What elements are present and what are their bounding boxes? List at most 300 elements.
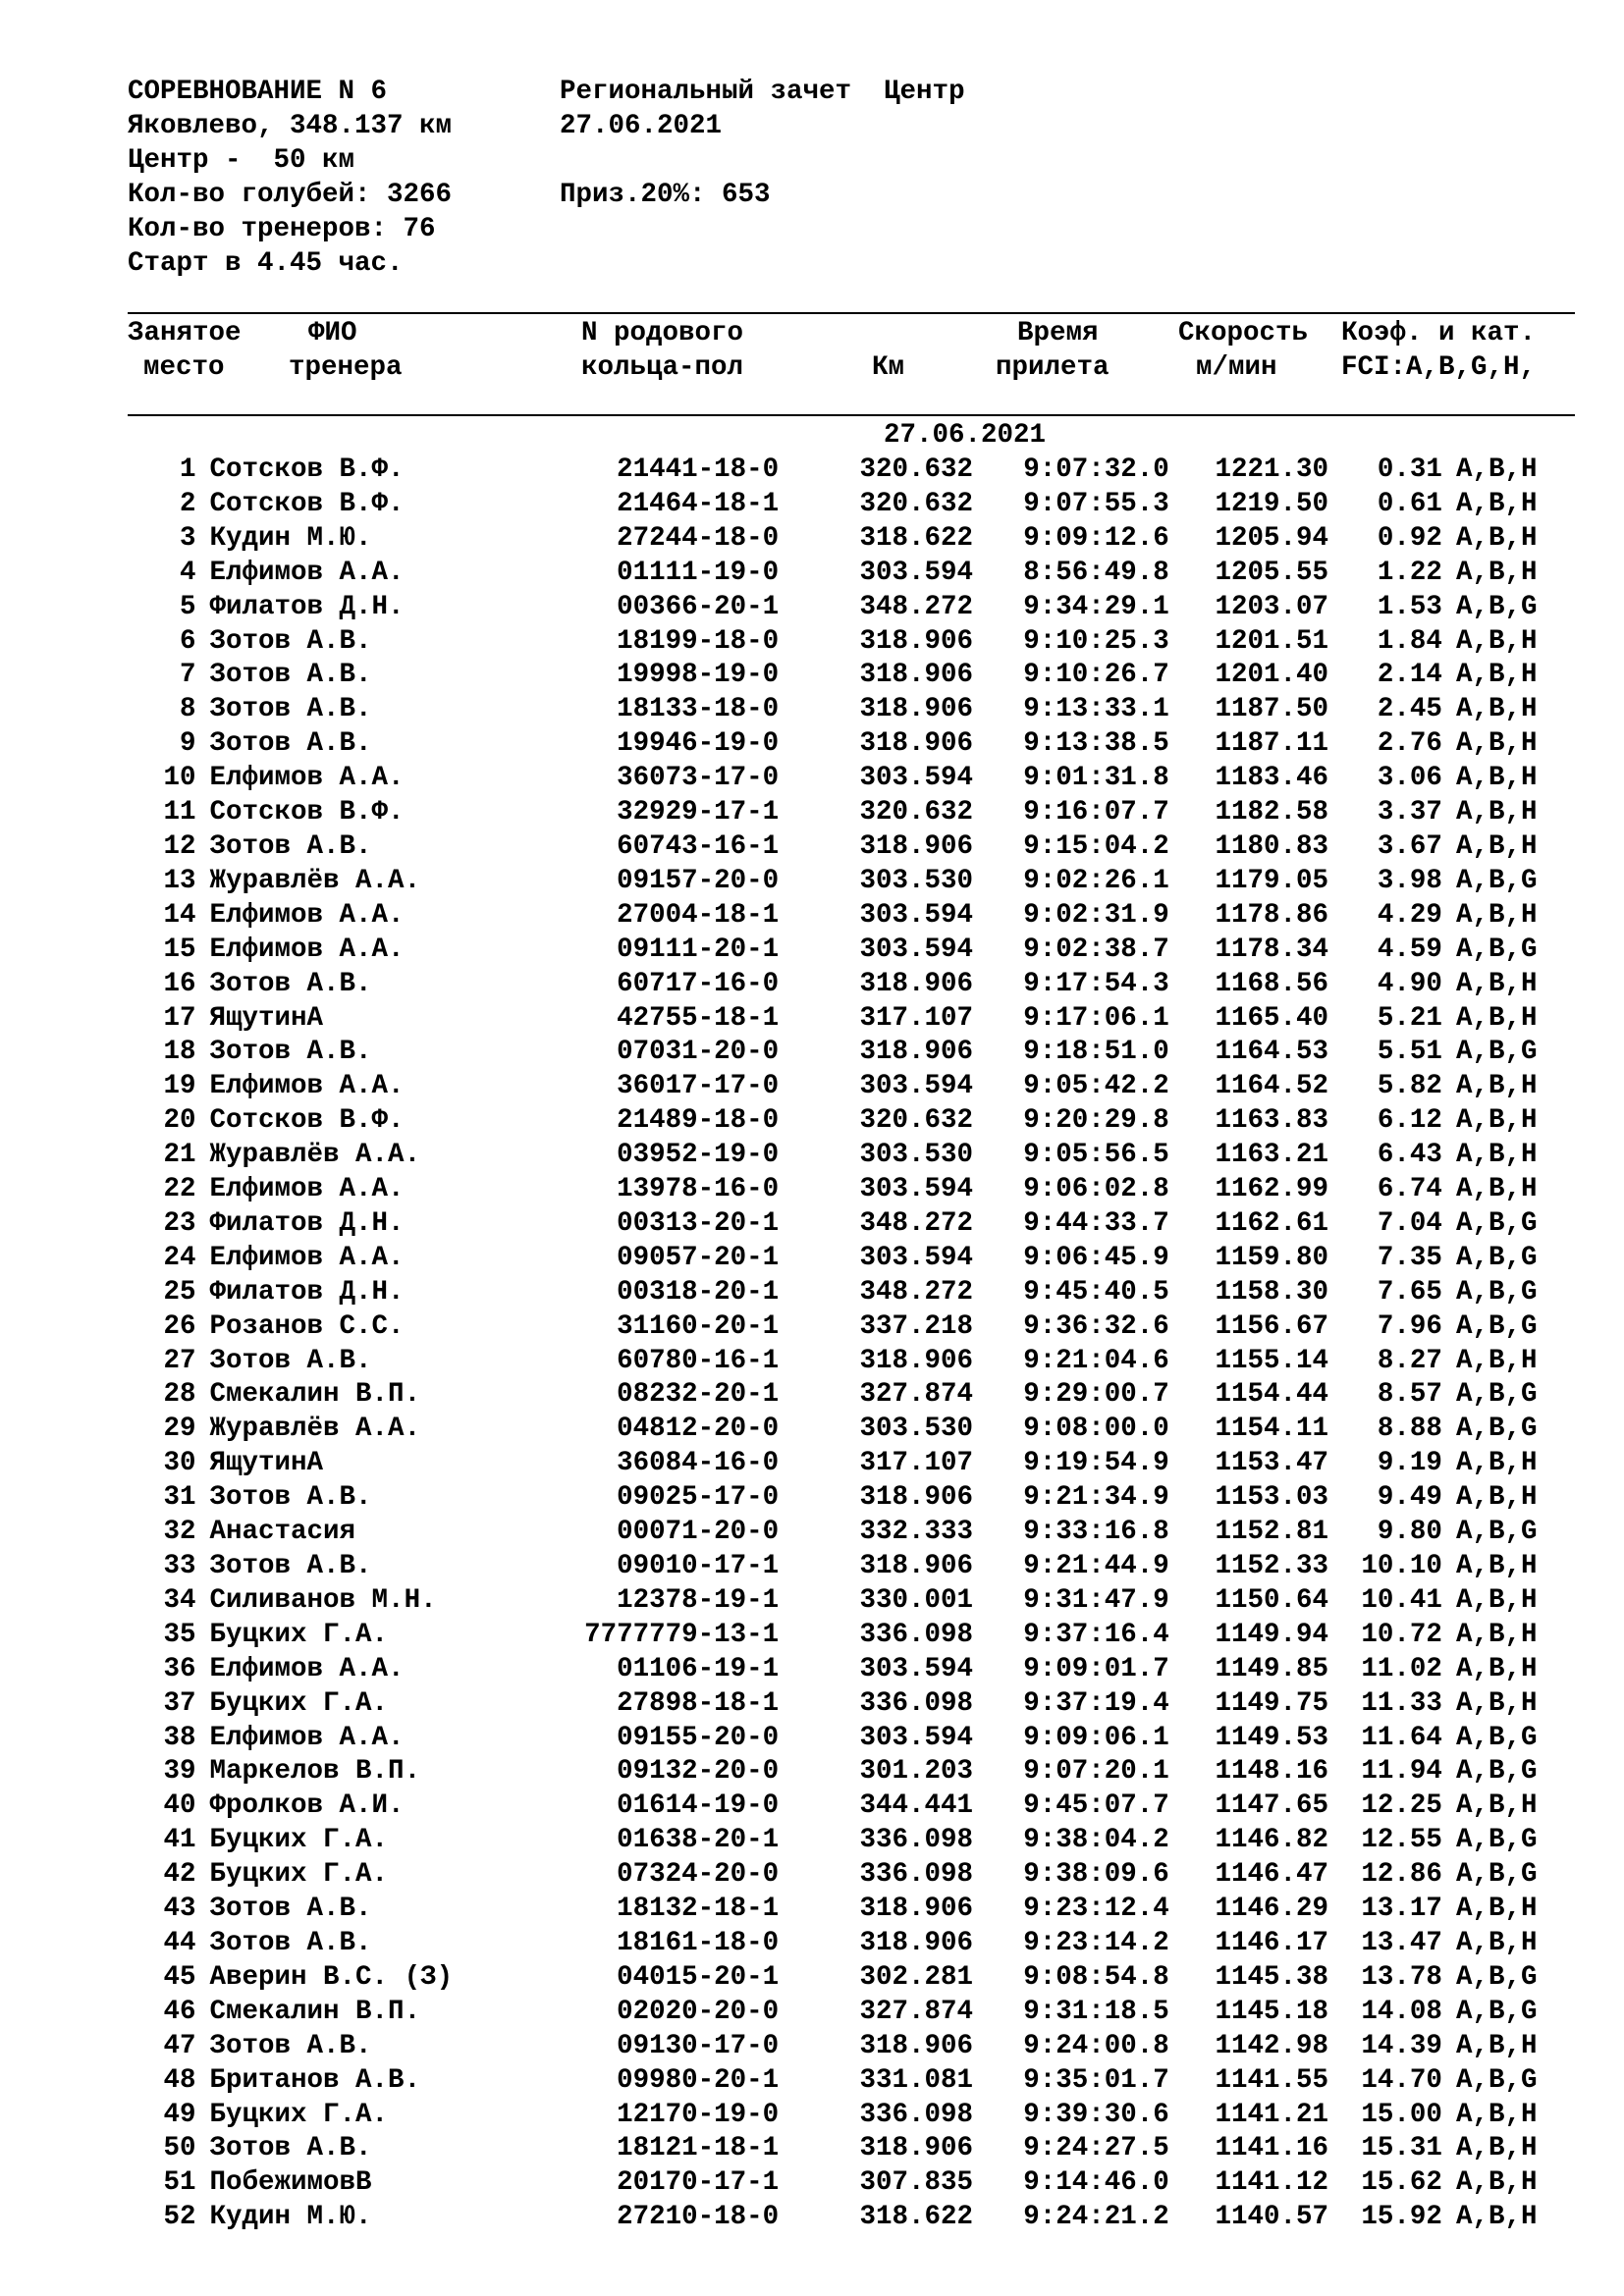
cell-categories: A,B,G <box>1455 1996 1538 2027</box>
cell-categories: A,B,H <box>1455 1448 1538 1479</box>
cell-speed: 1140.57 <box>1215 2202 1329 2233</box>
cell-coefficient: 14.08 <box>1361 1996 1442 2027</box>
cell-arrival-time: 9:19:54.9 <box>1023 1448 1169 1479</box>
cell-speed: 1165.40 <box>1215 1002 1329 1034</box>
table-row <box>128 1242 1561 1276</box>
cell-km: 348.272 <box>859 591 974 622</box>
table-row <box>128 591 1561 625</box>
cell-trainer: Буцких Г.А. <box>209 1825 389 1856</box>
cell-ring: 07324-20-0 <box>617 1859 780 1891</box>
cell-trainer: Силиванов М.Н. <box>209 1584 437 1616</box>
cell-arrival-time: 9:13:38.5 <box>1023 728 1169 760</box>
cell-trainer: Сотсков В.Ф. <box>209 1105 405 1137</box>
cell-trainer: Елфимов А.А. <box>209 934 405 965</box>
cell-speed: 1152.81 <box>1215 1517 1329 1548</box>
cell-coefficient: 9.80 <box>1377 1517 1442 1548</box>
cell-place: 18 <box>163 1037 196 1068</box>
cell-place: 50 <box>163 2133 196 2164</box>
cell-km: 318.622 <box>859 2202 974 2233</box>
cell-place: 29 <box>163 1414 196 1445</box>
table-row <box>128 1687 1561 1722</box>
cell-speed: 1178.34 <box>1215 934 1329 965</box>
table-row <box>128 2132 1561 2166</box>
cell-trainer: Розанов С.С. <box>209 1310 405 1342</box>
cell-trainer: Филатов Д.Н. <box>209 1207 405 1239</box>
cell-trainer: Филатов Д.Н. <box>209 591 405 622</box>
cell-coefficient: 11.94 <box>1361 1756 1442 1788</box>
cell-km: 303.594 <box>859 899 974 931</box>
cell-coefficient: 1.53 <box>1377 591 1442 622</box>
cell-place: 51 <box>163 2167 196 2199</box>
cell-km: 302.281 <box>859 1961 974 1993</box>
cell-place: 10 <box>163 763 196 794</box>
cell-trainer: Зотов А.В. <box>209 1345 372 1376</box>
cell-arrival-time: 9:10:25.3 <box>1023 625 1169 657</box>
table-row <box>128 659 1561 693</box>
cell-speed: 1146.17 <box>1215 1927 1329 1958</box>
cell-km: 303.530 <box>859 865 974 896</box>
cell-place: 1 <box>180 454 196 485</box>
table-row <box>128 1893 1561 1927</box>
cell-place: 44 <box>163 1927 196 1958</box>
cell-place: 40 <box>163 1790 196 1822</box>
cell-place: 9 <box>180 728 196 760</box>
cell-categories: A,B,H <box>1455 797 1538 828</box>
cell-ring: 07031-20-0 <box>617 1037 780 1068</box>
cell-place: 34 <box>163 1584 196 1616</box>
cell-trainer: Фролков А.И. <box>209 1790 405 1822</box>
table-row <box>128 1036 1561 1070</box>
cell-categories: A,B,G <box>1455 865 1538 896</box>
cell-coefficient: 3.37 <box>1377 797 1442 828</box>
cell-categories: A,B,H <box>1455 522 1538 554</box>
cell-speed: 1154.44 <box>1215 1379 1329 1411</box>
cell-arrival-time: 9:15:04.2 <box>1023 830 1169 862</box>
table-row <box>128 1858 1561 1893</box>
cell-km: 318.906 <box>859 660 974 691</box>
cell-place: 46 <box>163 1996 196 2027</box>
table-row <box>128 1447 1561 1481</box>
cell-km: 303.594 <box>859 1174 974 1205</box>
col-speed-line2: м/мин <box>1196 352 1277 383</box>
cell-ring: 09980-20-1 <box>617 2064 780 2096</box>
start-time: Старт в 4.45 час. <box>128 248 404 279</box>
table-row <box>128 1584 1561 1619</box>
table-row <box>128 1173 1561 1207</box>
cell-place: 2 <box>180 488 196 519</box>
cell-speed: 1219.50 <box>1215 488 1329 519</box>
cell-km: 303.594 <box>859 1071 974 1102</box>
cell-categories: A,B,G <box>1455 2064 1538 2096</box>
cell-categories: A,B,H <box>1455 1105 1538 1137</box>
cell-km: 301.203 <box>859 1756 974 1788</box>
cell-km: 303.530 <box>859 1140 974 1171</box>
cell-ring: 09155-20-0 <box>617 1722 780 1753</box>
cell-km: 320.632 <box>859 797 974 828</box>
cell-speed: 1179.05 <box>1215 865 1329 896</box>
cell-speed: 1187.50 <box>1215 694 1329 725</box>
col-time-line2: прилета <box>996 352 1110 383</box>
cell-speed: 1168.56 <box>1215 968 1329 999</box>
cell-speed: 1141.16 <box>1215 2133 1329 2164</box>
cell-categories: A,B,G <box>1455 1310 1538 1342</box>
cell-ring: 01106-19-1 <box>617 1653 780 1684</box>
cell-arrival-time: 9:07:20.1 <box>1023 1756 1169 1788</box>
cell-arrival-time: 9:45:40.5 <box>1023 1276 1169 1308</box>
cell-speed: 1180.83 <box>1215 830 1329 862</box>
cell-place: 23 <box>163 1207 196 1239</box>
table-row <box>128 1653 1561 1687</box>
cell-trainer: Зотов А.В. <box>209 2133 372 2164</box>
cell-km: 320.632 <box>859 454 974 485</box>
cell-speed: 1183.46 <box>1215 763 1329 794</box>
cell-speed: 1147.65 <box>1215 1790 1329 1822</box>
cell-trainer: Журавлёв А.А. <box>209 1140 421 1171</box>
cell-ring: 09010-17-1 <box>617 1551 780 1581</box>
competition-date: 27.06.2021 <box>560 111 723 141</box>
cell-km: 337.218 <box>859 1310 974 1342</box>
cell-coefficient: 2.45 <box>1377 694 1442 725</box>
cell-speed: 1148.16 <box>1215 1756 1329 1788</box>
cell-coefficient: 4.59 <box>1377 934 1442 965</box>
cell-categories: A,B,G <box>1455 1825 1538 1856</box>
table-row <box>128 2064 1561 2099</box>
cell-place: 8 <box>180 694 196 725</box>
table-row <box>128 1755 1561 1789</box>
cell-coefficient: 0.31 <box>1377 454 1442 485</box>
table-row <box>128 1139 1561 1173</box>
cell-arrival-time: 9:35:01.7 <box>1023 2064 1169 2096</box>
cell-km: 320.632 <box>859 1105 974 1137</box>
cell-km: 332.333 <box>859 1517 974 1548</box>
cell-categories: A,B,G <box>1455 1722 1538 1753</box>
cell-arrival-time: 9:05:56.5 <box>1023 1140 1169 1171</box>
cell-ring: 09132-20-0 <box>617 1756 780 1788</box>
cell-arrival-time: 9:09:12.6 <box>1023 522 1169 554</box>
cell-trainer: Зотов А.В. <box>209 1482 372 1514</box>
cell-speed: 1149.75 <box>1215 1687 1329 1719</box>
cell-ring: 09025-17-0 <box>617 1482 780 1514</box>
cell-categories: A,B,H <box>1455 1584 1538 1616</box>
prize-count: Приз.20%: 653 <box>560 180 771 210</box>
cell-trainer: Филатов Д.Н. <box>209 1276 405 1308</box>
cell-arrival-time: 9:31:47.9 <box>1023 1584 1169 1616</box>
cell-arrival-time: 9:05:42.2 <box>1023 1071 1169 1102</box>
cell-ring: 20170-17-1 <box>617 2167 780 2199</box>
cell-categories: A,B,H <box>1455 1551 1538 1581</box>
cell-coefficient: 14.70 <box>1361 2064 1442 2096</box>
col-coef-line1: Коэф. и кат. <box>1341 318 1537 348</box>
cell-arrival-time: 9:23:14.2 <box>1023 1927 1169 1958</box>
cell-coefficient: 10.10 <box>1361 1551 1442 1581</box>
cell-categories: A,B,H <box>1455 1140 1538 1171</box>
cell-ring: 03952-19-0 <box>617 1140 780 1171</box>
cell-coefficient: 3.67 <box>1377 830 1442 862</box>
cell-speed: 1201.51 <box>1215 625 1329 657</box>
cell-km: 303.594 <box>859 557 974 588</box>
cell-trainer: Зотов А.В. <box>209 968 372 999</box>
cell-categories: A,B,H <box>1455 2099 1538 2130</box>
cell-speed: 1155.14 <box>1215 1345 1329 1376</box>
cell-arrival-time: 9:31:18.5 <box>1023 1996 1169 2027</box>
table-row <box>128 693 1561 727</box>
cell-categories: A,B,G <box>1455 1756 1538 1788</box>
cell-categories: A,B,G <box>1455 1961 1538 1993</box>
cell-categories: A,B,H <box>1455 1002 1538 1034</box>
table-row <box>128 1961 1561 1996</box>
cell-trainer: Британов А.В. <box>209 2064 421 2096</box>
cell-ring: 60743-16-1 <box>617 830 780 862</box>
cell-trainer: Журавлёв А.А. <box>209 865 421 896</box>
cell-coefficient: 4.29 <box>1377 899 1442 931</box>
cell-arrival-time: 9:33:16.8 <box>1023 1517 1169 1548</box>
cell-categories: A,B,G <box>1455 1859 1538 1891</box>
cell-categories: A,B,H <box>1455 1927 1538 1958</box>
cell-speed: 1149.53 <box>1215 1722 1329 1753</box>
cell-categories: A,B,G <box>1455 1276 1538 1308</box>
cell-coefficient: 8.88 <box>1377 1414 1442 1445</box>
cell-place: 43 <box>163 1894 196 1925</box>
cell-trainer: Зотов А.В. <box>209 830 372 862</box>
cell-speed: 1141.12 <box>1215 2167 1329 2199</box>
cell-ring: 08232-20-1 <box>617 1379 780 1411</box>
cell-place: 24 <box>163 1242 196 1273</box>
col-place-line1: Занятое <box>128 318 242 348</box>
cell-arrival-time: 9:09:01.7 <box>1023 1653 1169 1684</box>
cell-ring: 18133-18-0 <box>617 694 780 725</box>
cell-coefficient: 12.55 <box>1361 1825 1442 1856</box>
cell-place: 22 <box>163 1174 196 1205</box>
cell-trainer: Зотов А.В. <box>209 1551 372 1581</box>
cell-speed: 1164.53 <box>1215 1037 1329 1068</box>
cell-coefficient: 7.65 <box>1377 1276 1442 1308</box>
table-row <box>128 1207 1561 1242</box>
cell-place: 38 <box>163 1722 196 1753</box>
cell-km: 348.272 <box>859 1276 974 1308</box>
cell-speed: 1153.03 <box>1215 1482 1329 1514</box>
cell-coefficient: 13.78 <box>1361 1961 1442 1993</box>
cell-speed: 1146.29 <box>1215 1894 1329 1925</box>
cell-km: 318.906 <box>859 625 974 657</box>
top-rule <box>128 312 1575 314</box>
cell-ring: 04812-20-0 <box>617 1414 780 1445</box>
cell-arrival-time: 9:02:26.1 <box>1023 865 1169 896</box>
pigeon-count: Кол-во голубей: 3266 <box>128 180 453 210</box>
cell-coefficient: 15.62 <box>1361 2167 1442 2199</box>
cell-categories: A,B,H <box>1455 1174 1538 1205</box>
table-row <box>128 796 1561 830</box>
table-row <box>128 625 1561 660</box>
cell-speed: 1205.55 <box>1215 557 1329 588</box>
cell-trainer: Зотов А.В. <box>209 625 372 657</box>
cell-speed: 1163.83 <box>1215 1105 1329 1137</box>
cell-km: 318.906 <box>859 2030 974 2061</box>
cell-speed: 1164.52 <box>1215 1071 1329 1102</box>
table-row <box>128 1002 1561 1037</box>
cell-ring: 09157-20-0 <box>617 865 780 896</box>
cell-categories: A,B,H <box>1455 1482 1538 1514</box>
cell-speed: 1150.64 <box>1215 1584 1329 1616</box>
cell-speed: 1187.11 <box>1215 728 1329 760</box>
cell-km: 303.594 <box>859 1242 974 1273</box>
cell-km: 327.874 <box>859 1379 974 1411</box>
cell-place: 21 <box>163 1140 196 1171</box>
cell-arrival-time: 9:17:06.1 <box>1023 1002 1169 1034</box>
cell-place: 39 <box>163 1756 196 1788</box>
cell-arrival-time: 9:18:51.0 <box>1023 1037 1169 1068</box>
cell-place: 48 <box>163 2064 196 2096</box>
cell-ring: 00366-20-1 <box>617 591 780 622</box>
cell-km: 336.098 <box>859 1825 974 1856</box>
cell-ring: 27898-18-1 <box>617 1687 780 1719</box>
cell-km: 318.906 <box>859 830 974 862</box>
cell-coefficient: 6.43 <box>1377 1140 1442 1171</box>
cell-trainer: Маркелов В.П. <box>209 1756 421 1788</box>
cell-speed: 1145.18 <box>1215 1996 1329 2027</box>
col-place-line2: место <box>143 352 225 383</box>
cell-coefficient: 2.76 <box>1377 728 1442 760</box>
cell-speed: 1145.38 <box>1215 1961 1329 1993</box>
cell-place: 7 <box>180 660 196 691</box>
cell-coefficient: 5.51 <box>1377 1037 1442 1068</box>
cell-coefficient: 7.96 <box>1377 1310 1442 1342</box>
table-row <box>128 454 1561 488</box>
cell-km: 303.594 <box>859 934 974 965</box>
cell-speed: 1159.80 <box>1215 1242 1329 1273</box>
cell-speed: 1221.30 <box>1215 454 1329 485</box>
cell-categories: A,B,H <box>1455 763 1538 794</box>
cell-km: 303.594 <box>859 1722 974 1753</box>
table-row <box>128 557 1561 591</box>
cell-arrival-time: 9:08:54.8 <box>1023 1961 1169 1993</box>
cell-ring: 19946-19-0 <box>617 728 780 760</box>
table-row <box>128 488 1561 522</box>
cell-coefficient: 11.33 <box>1361 1687 1442 1719</box>
cell-place: 5 <box>180 591 196 622</box>
cell-km: 331.081 <box>859 2064 974 2096</box>
cell-place: 13 <box>163 865 196 896</box>
cell-trainer: ЯщутинА <box>209 1448 324 1479</box>
cell-place: 28 <box>163 1379 196 1411</box>
cell-coefficient: 8.27 <box>1377 1345 1442 1376</box>
cell-ring: 04015-20-1 <box>617 1961 780 1993</box>
cell-trainer: Сотсков В.Ф. <box>209 797 405 828</box>
cell-arrival-time: 9:06:45.9 <box>1023 1242 1169 1273</box>
cell-trainer: Елфимов А.А. <box>209 763 405 794</box>
cell-km: 303.530 <box>859 1414 974 1445</box>
cell-speed: 1156.67 <box>1215 1310 1329 1342</box>
cell-trainer: Елфимов А.А. <box>209 1071 405 1102</box>
cell-trainer: Зотов А.В. <box>209 660 372 691</box>
cell-arrival-time: 9:34:29.1 <box>1023 591 1169 622</box>
cell-categories: A,B,H <box>1455 1345 1538 1376</box>
cell-arrival-time: 9:06:02.8 <box>1023 1174 1169 1205</box>
cell-categories: A,B,H <box>1455 1071 1538 1102</box>
cell-trainer: Сотсков В.Ф. <box>209 454 405 485</box>
cell-km: 318.906 <box>859 1551 974 1581</box>
cell-trainer: Елфимов А.А. <box>209 1174 405 1205</box>
cell-ring: 12170-19-0 <box>617 2099 780 2130</box>
cell-place: 3 <box>180 522 196 554</box>
cell-trainer: Зотов А.В. <box>209 694 372 725</box>
cell-speed: 1146.47 <box>1215 1859 1329 1891</box>
cell-speed: 1149.94 <box>1215 1619 1329 1650</box>
cell-km: 336.098 <box>859 1619 974 1650</box>
table-row <box>128 1927 1561 1961</box>
cell-arrival-time: 9:09:06.1 <box>1023 1722 1169 1753</box>
cell-arrival-time: 9:39:30.6 <box>1023 2099 1169 2130</box>
cell-km: 318.906 <box>859 2133 974 2164</box>
cell-categories: A,B,G <box>1455 1517 1538 1548</box>
cell-arrival-time: 9:21:04.6 <box>1023 1345 1169 1376</box>
col-coef-line2: FCI:A,B,G,H, <box>1341 352 1537 383</box>
cell-categories: A,B,G <box>1455 1379 1538 1411</box>
cell-km: 318.906 <box>859 1345 974 1376</box>
cell-km: 318.906 <box>859 1894 974 1925</box>
cell-categories: A,B,H <box>1455 1619 1538 1650</box>
cell-categories: A,B,H <box>1455 1653 1538 1684</box>
cell-place: 15 <box>163 934 196 965</box>
cell-coefficient: 8.57 <box>1377 1379 1442 1411</box>
cell-speed: 1205.94 <box>1215 522 1329 554</box>
cell-trainer: Елфимов А.А. <box>209 899 405 931</box>
cell-categories: A,B,H <box>1455 728 1538 760</box>
cell-ring: 7777779-13-1 <box>584 1619 780 1650</box>
table-row <box>128 1104 1561 1139</box>
table-row <box>128 1789 1561 1824</box>
cell-km: 318.906 <box>859 1037 974 1068</box>
cell-speed: 1142.98 <box>1215 2030 1329 2061</box>
cell-ring: 02020-20-0 <box>617 1996 780 2027</box>
cell-categories: A,B,H <box>1455 488 1538 519</box>
cell-arrival-time: 9:21:34.9 <box>1023 1482 1169 1514</box>
cell-arrival-time: 9:24:27.5 <box>1023 2133 1169 2164</box>
cell-place: 52 <box>163 2202 196 2233</box>
cell-ring: 36017-17-0 <box>617 1071 780 1102</box>
cell-km: 303.594 <box>859 763 974 794</box>
cell-place: 27 <box>163 1345 196 1376</box>
cell-place: 36 <box>163 1653 196 1684</box>
cell-arrival-time: 9:24:21.2 <box>1023 2202 1169 2233</box>
cell-ring: 60780-16-1 <box>617 1345 780 1376</box>
cell-place: 47 <box>163 2030 196 2061</box>
cell-place: 20 <box>163 1105 196 1137</box>
cell-coefficient: 3.06 <box>1377 763 1442 794</box>
cell-categories: A,B,H <box>1455 968 1538 999</box>
table-row <box>128 1070 1561 1104</box>
table-row <box>128 1516 1561 1550</box>
cell-speed: 1182.58 <box>1215 797 1329 828</box>
cell-ring: 00071-20-0 <box>617 1517 780 1548</box>
cell-km: 318.906 <box>859 694 974 725</box>
cell-arrival-time: 9:13:33.1 <box>1023 694 1169 725</box>
cell-place: 14 <box>163 899 196 931</box>
cell-categories: A,B,H <box>1455 2167 1538 2199</box>
table-row <box>128 1996 1561 2030</box>
cell-trainer: Буцких Г.А. <box>209 1859 389 1891</box>
cell-place: 11 <box>163 797 196 828</box>
cell-categories: A,B,H <box>1455 1790 1538 1822</box>
table-row <box>128 968 1561 1002</box>
cell-ring: 36084-16-0 <box>617 1448 780 1479</box>
cell-place: 32 <box>163 1517 196 1548</box>
table-row <box>128 934 1561 968</box>
cell-categories: A,B,G <box>1455 591 1538 622</box>
table-row <box>128 2201 1561 2235</box>
cell-trainer: Кудин М.Ю. <box>209 522 372 554</box>
cell-coefficient: 0.92 <box>1377 522 1442 554</box>
col-km: Км <box>872 352 905 383</box>
